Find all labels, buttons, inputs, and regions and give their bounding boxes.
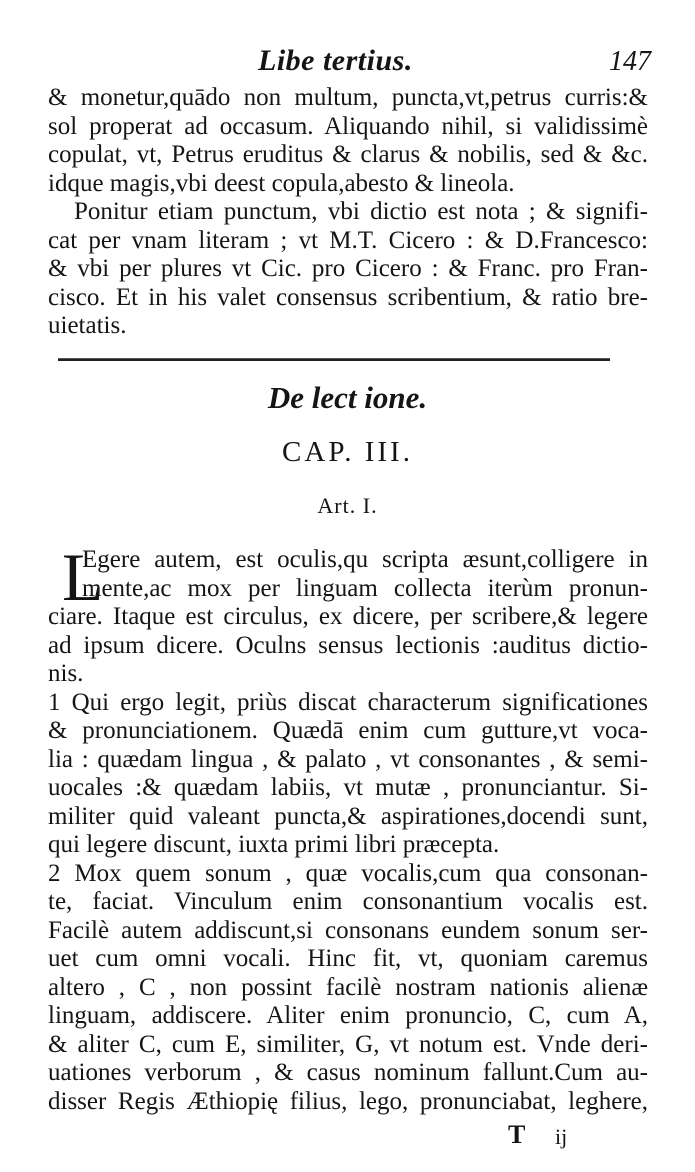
text-line: Egere autem, est oculis,qu scripta æsunt,colligere in [82,546,648,573]
catchword: T [508,1120,526,1149]
text-line: qui legere discunt, iuxta primi libri præcepta. [48,831,500,858]
text-line: & pronunciationem. Quædā enim cum gutture,vt voca- [48,717,648,744]
chapter-text [48,539,648,1116]
text-line: uietatis. [48,312,127,339]
text-line: altero , C , non possint facilè nostram nationis alienæ [48,973,648,1001]
page-number: 147 [609,46,651,77]
text-line: nis. [48,660,84,687]
top-paragraphs [48,84,648,341]
article-heading: Art. I. [317,493,378,518]
text-line: & monetur,quādo non multum, puncta,vt,petrus curris:& [48,84,648,111]
chapter-heading: CAP. III. [282,436,413,468]
text-line: idque magis,vbi deest copula,abesto & lineola. [48,169,515,197]
text-line: 1 Qui ergo legit, priùs discat characterum significationes [48,688,648,716]
text-line: cisco. Et in his valet consensus scribentium, & ratio bre- [48,283,648,311]
text-line: militer quid valeant puncta,& aspirationes,docendi sunt, [48,802,648,830]
text-line: copulat, vt, Petrus eruditus & clarus & nobilis, sed & &c. [48,141,648,168]
drop-capital: L [62,539,104,615]
text-line: te, faciat. Vinculum enim consonantium vocalis est. [48,888,648,915]
text-line: uationes verborum , & casus nominum fallunt.Cum au- [48,1059,648,1086]
text-line: uocales :& quædam labiis, vt mutæ , pronunciantur. Si- [48,774,648,801]
text-line: Ponitur etiam punctum, vbi dictio est nota ; & signifi- [74,198,648,225]
text-line: & vbi per plures vt Cic. pro Cicero : & Franc. pro Fran- [48,255,648,282]
running-title: Libe tertius. [258,44,413,77]
text-line: sol properat ad occasum. Aliquando nihil, si validissimè [48,112,648,140]
text-line: mente,ac mox per linguam collecta iterùm pronun- [82,574,648,602]
text-line: ad ipsum dicere. Oculns sensus lectionis :auditus dictio- [48,631,648,659]
running-head [48,44,655,82]
section-title: De lect ione. [267,380,428,415]
text-line: uet cum omni vocali. Hinc fit, vt, quoniam caremus [48,945,648,972]
text-line: 2 Mox quem sonum , quæ vocalis,cum qua consonan- [48,859,648,887]
text-line: Facilè autem addiscunt,si consonans eundem sonum ser- [48,916,648,944]
signature-mark: ij [555,1124,568,1149]
text-line: ciare. Itaque est circulus, ex dicere, per scribere,& legere [48,603,648,630]
text-line: lia : quædam lingua , & palato , vt consonantes , & semi- [48,745,648,773]
text-line: disser Regis Æthiopię filius, lego, pronunciabat, leghere, [48,1087,648,1115]
text-line: & aliter C, cum E, similiter, G, vt notum est. Vnde deri- [48,1030,648,1058]
text-line: linguam, addiscere. Aliter enim pronuncio, C, cum A, [48,1002,648,1029]
text-line: cat per vnam literam ; vt M.T. Cicero : & D.Francesco: [48,226,648,254]
section-divider [58,358,610,361]
